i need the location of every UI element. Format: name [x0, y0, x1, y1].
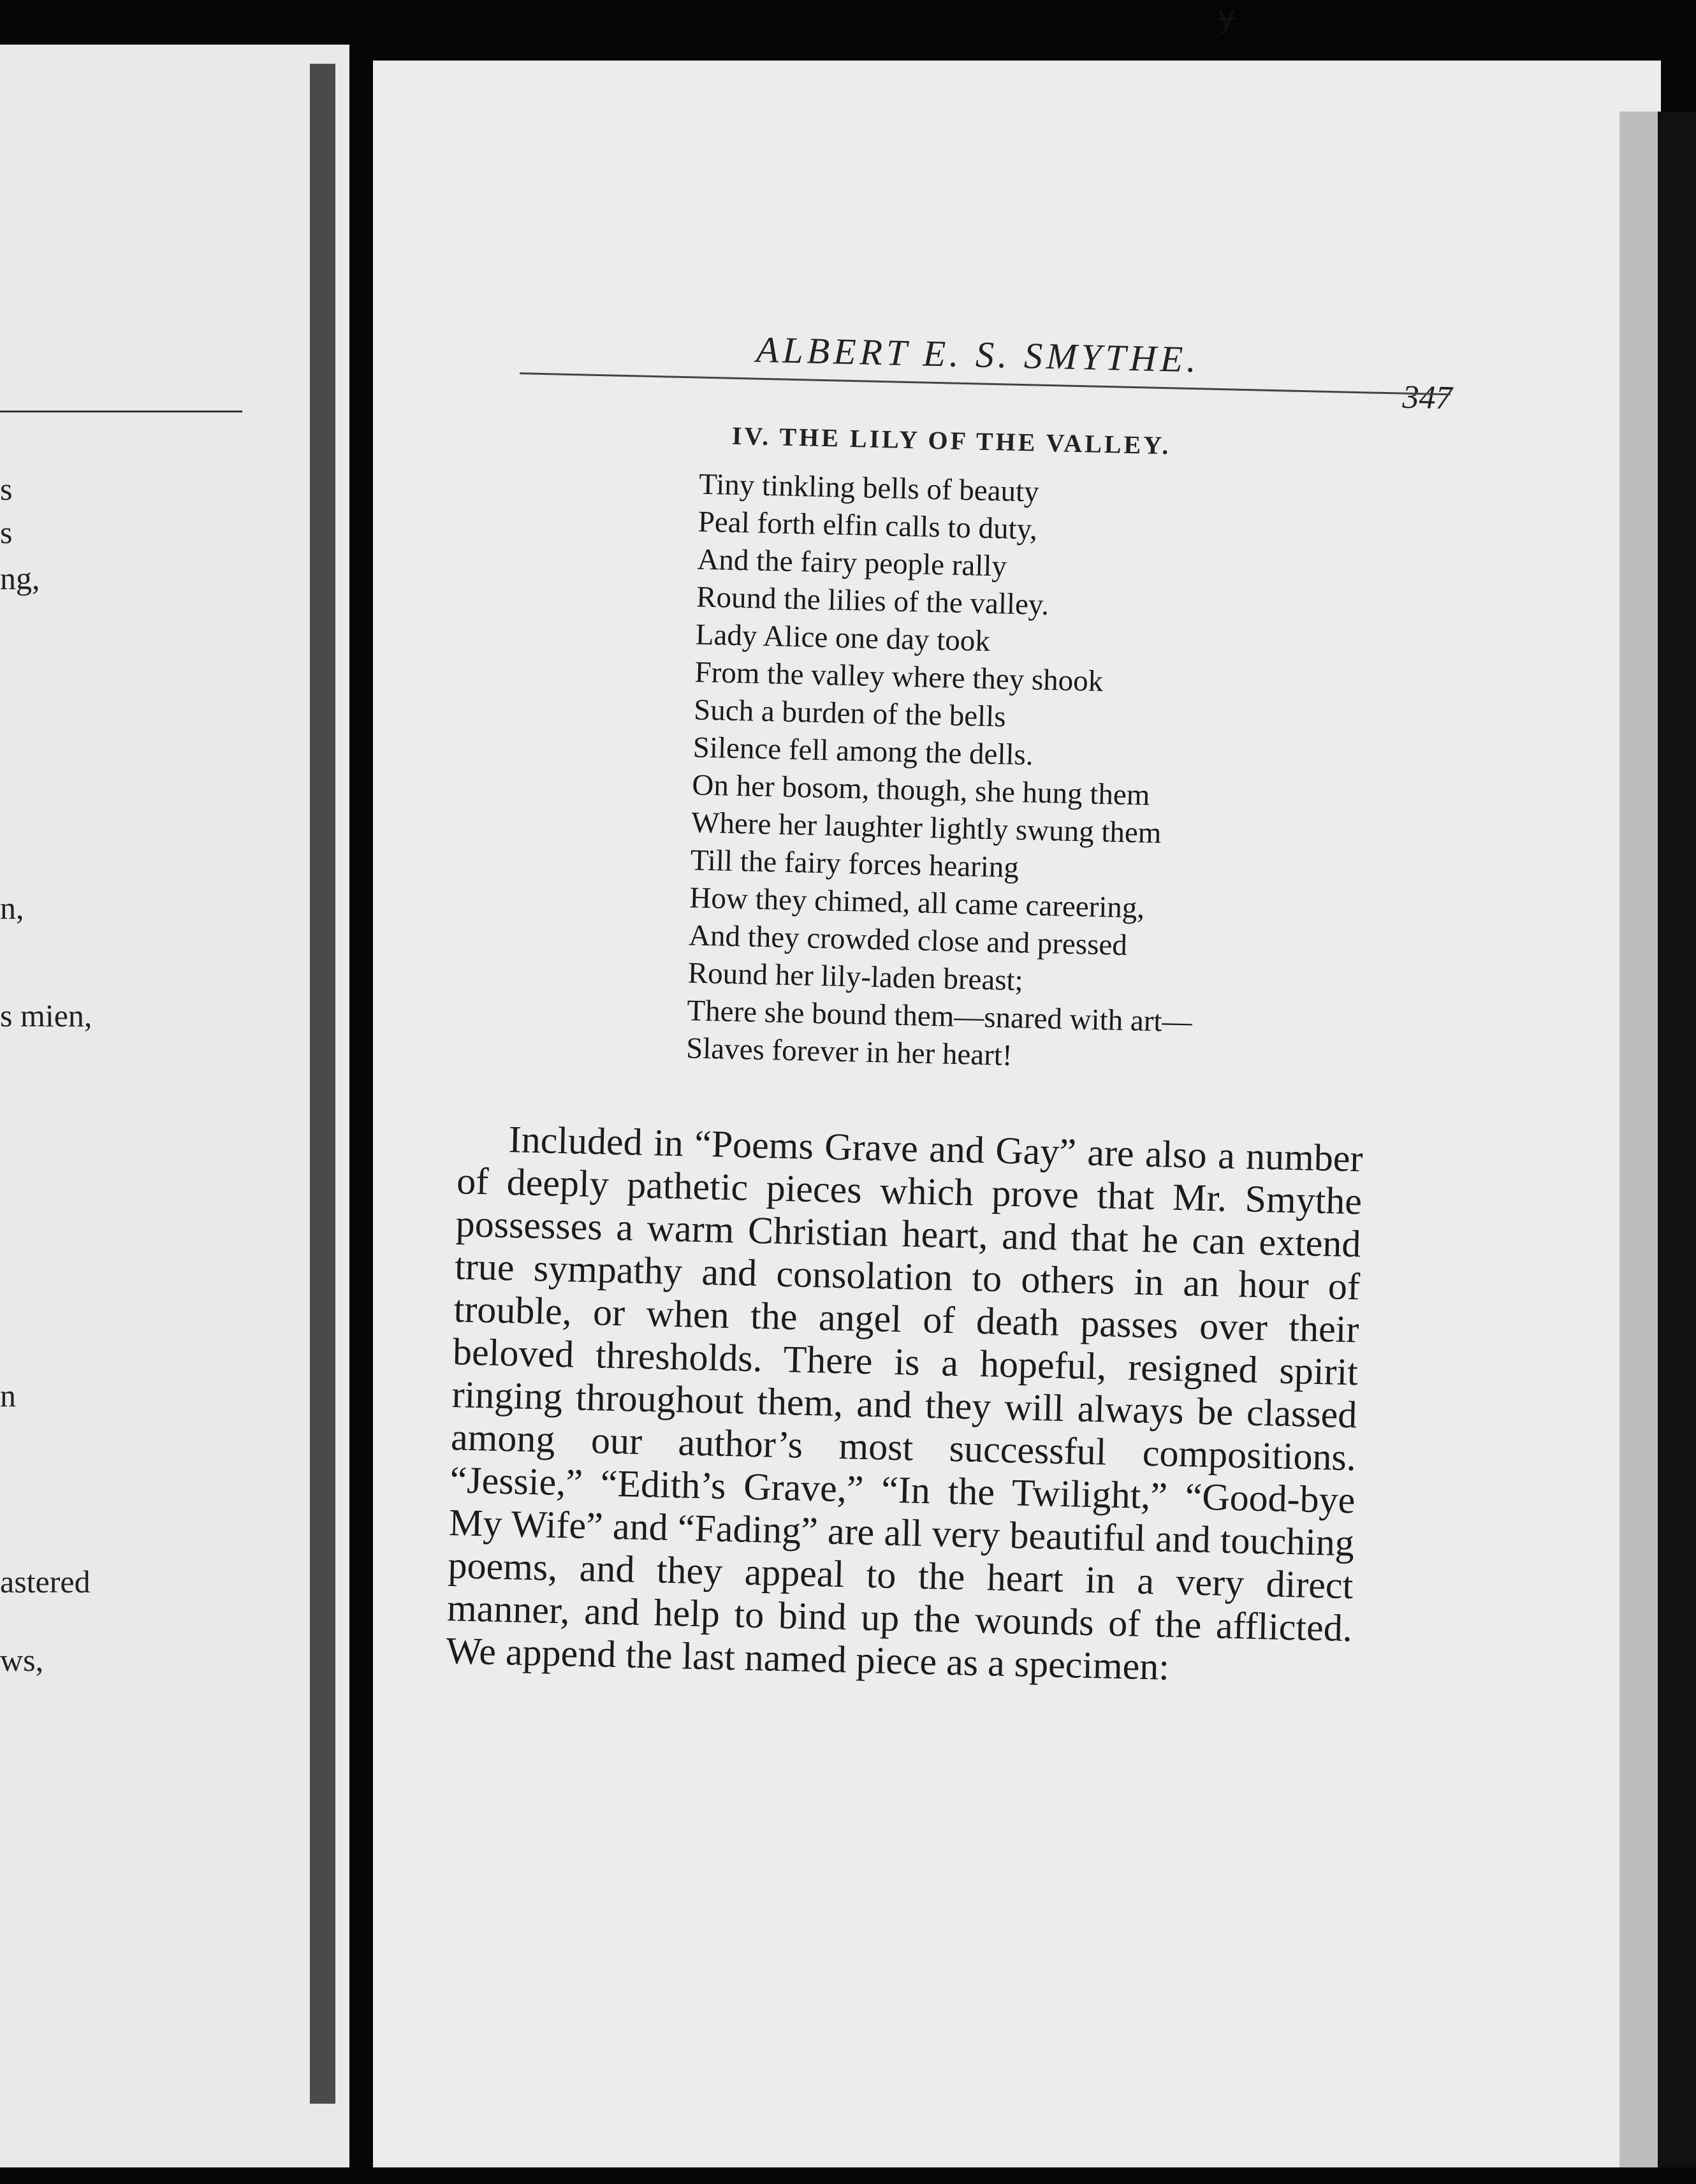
- poem: [685, 466, 1464, 1085]
- poem-line: On her bosom, though, she hung them: [691, 768, 1150, 812]
- poem-title: IV. THE LILY OF THE VALLEY.: [731, 421, 1171, 460]
- poem-line: And they crowded close and pressed: [688, 919, 1128, 963]
- poem-line: Till the fairy forces hearing: [690, 843, 1020, 885]
- poem-line: How they chimed, all came careering,: [689, 881, 1145, 925]
- left-fragment: ws,: [0, 1642, 44, 1678]
- poem-line: Round her lily-laden breast;: [687, 956, 1024, 998]
- poem-line: And the fairy people rally: [696, 542, 1007, 583]
- left-fragment: n,: [0, 890, 24, 926]
- poem-line: Such a burden of the bells: [693, 693, 1007, 734]
- poem-line: Slaves forever in her heart!: [685, 1031, 1013, 1072]
- poem-line: Silence fell among the dells.: [692, 731, 1034, 772]
- scan-speck: ɏ: [1218, 0, 1236, 34]
- running-head: ALBERT E. S. SMYTHE.: [756, 328, 1201, 381]
- poem-line: Tiny tinkling bells of beauty: [698, 467, 1040, 509]
- poem-line: From the valley where they shook: [694, 655, 1104, 699]
- left-fragment: s: [0, 471, 13, 507]
- left-fragment: ng,: [0, 560, 40, 596]
- left-fragment: n: [0, 1378, 16, 1413]
- poem-line: Peal forth elfin calls to duty,: [698, 505, 1038, 546]
- poem-line: There she bound them—snared with art—: [686, 994, 1193, 1039]
- poem-line: Where her laughter lightly swung them: [691, 806, 1162, 850]
- poem-line: Round the lilies of the valley.: [696, 580, 1049, 622]
- prose-paragraph: Included in “Poems Grave and Gay” are also a number of deeply pathetic pieces which prove that Mr. Smythe possesses a warm Christian heart, and that he can extend true sympathy and consolation to others in an hour of trouble, or when the angel of death passes over their beloved thresholds. There is a hopeful, resigned spirit ringing throughout them, and they will always be classed among our author’s most successful compositions. “Jessie,” “Edith’s Grave,” “In the Twilight,” “Good-bye My Wife” and “Fading” are all very beautiful and touching poems, and they appeal to the heart in a very direct manner, and help to bind up the wounds of the afflicted. We append the last named piece as a specimen:: [445, 1118, 1364, 1688]
- poem-line: Lady Alice one day took: [695, 618, 991, 659]
- left-fragment: astered: [0, 1564, 91, 1599]
- page-number: 347: [1401, 379, 1453, 417]
- left-fragment: s: [0, 514, 13, 550]
- left-fragment: s mien,: [0, 998, 92, 1033]
- prose-text: [446, 1117, 1363, 1693]
